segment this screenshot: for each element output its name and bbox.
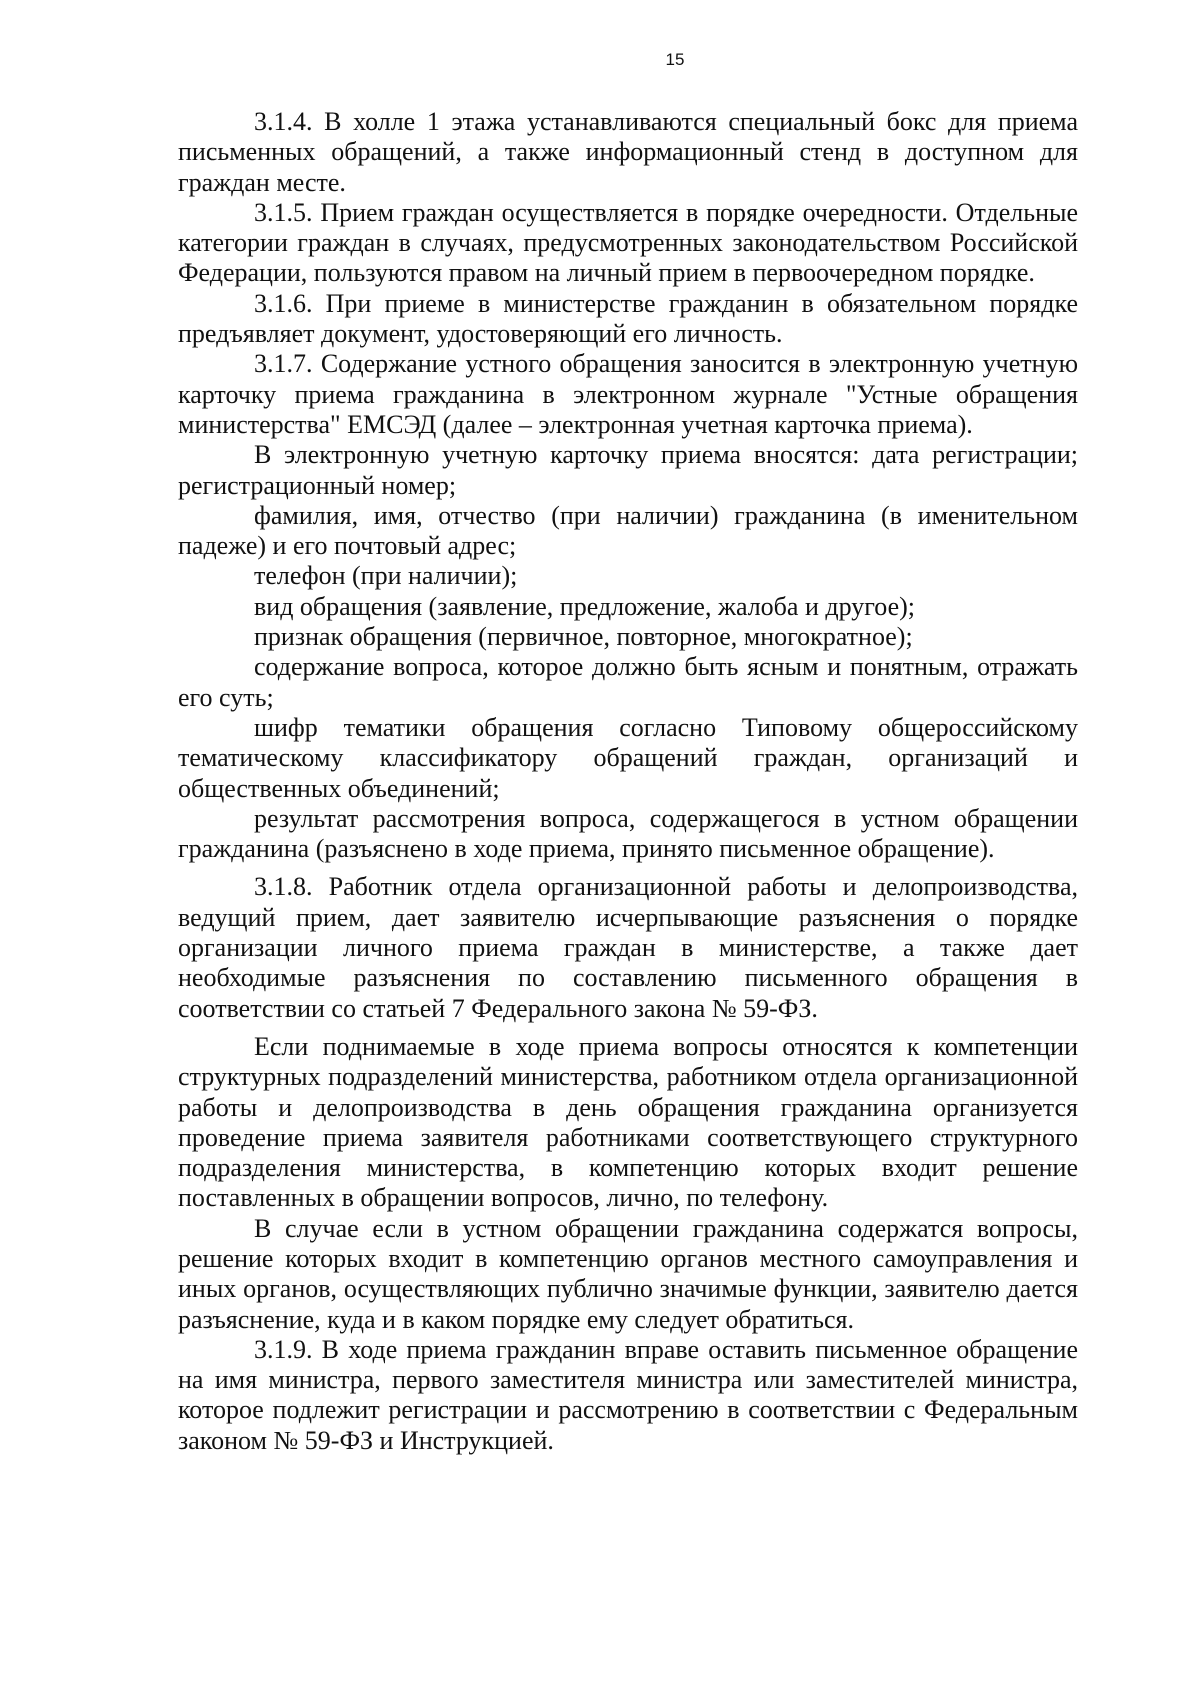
para-3-1-9: 3.1.9. В ходе приема гражданин вправе оставить письменное обращение на имя министра, первого заместителя министра или заместителей министра, которое подлежит регистрации и рассмотрению в соответствии с Федеральным законом № 59-ФЗ и Инструкцией. <box>178 1334 1078 1455</box>
para-card-field-sign: признак обращения (первичное, повторное, многократное); <box>254 622 913 652</box>
para-card-field-name: фамилия, имя, отчество (при наличии) гражданина (в именительном падеже) и его почтовый адрес; <box>178 500 1078 561</box>
para-3-1-5: 3.1.5. Прием граждан осуществляется в порядке очередности. Отдельные категории граждан в случаях, предусмотренных законодательством Российской Федерации, пользуются правом на личный прием в первоочередном порядке. <box>178 197 1078 288</box>
para-3-1-6: 3.1.6. При приеме в министерстве гражданин в обязательном порядке предъявляет документ, удостоверяющий его личность. <box>178 288 1078 349</box>
para-card-field-result: результат рассмотрения вопроса, содержащегося в устном обращении гражданина (разъяснено в ходе приема, принято письменное обращение). <box>178 803 1078 864</box>
para-card-fields-intro: В электронную учетную карточку приема вносятся: дата регистрации; регистрационный номер; <box>178 440 1078 500</box>
para-card-field-content: содержание вопроса, которое должно быть ясным и понятным, отражать его суть; <box>178 652 1078 712</box>
para-competence-structural: Если поднимаемые в ходе приема вопросы относятся к компетенции структурных подразделений министерства, работником отдела организационной работы и делопроизводства в день обращения гражданина организуется проведение приема заявителя работниками соответствующего структурного подразделения министерства, в компетенцию которых входит решение поставленных в обращении вопросов, лично, по телефону. <box>178 1031 1078 1213</box>
para-card-field-code: шифр тематики обращения согласно Типовому общероссийскому тематическому классификатору обращений граждан, организаций и общественных объединений; <box>178 712 1078 803</box>
para-3-1-7: 3.1.7. Содержание устного обращения заносится в электронную учетную карточку приема гражданина в электронном журнале "Устные обращения министерства" ЕМСЭД (далее – электронная учетная карточка приема). <box>178 349 1078 439</box>
para-competence-local: В случае если в устном обращении гражданина содержатся вопросы, решение которых входит в компетенцию органов местного самоуправления и иных органов, осуществляющих публично значимые функции, заявителю дается разъяснение, куда и в каком порядке ему следует обратиться. <box>178 1213 1078 1334</box>
page-number: 15 <box>665 50 685 69</box>
para-3-1-4: 3.1.4. В холле 1 этажа устанавливаются специальный бокс для приема письменных обращений, а также информационный стенд в доступном для граждан месте. <box>178 107 1078 197</box>
para-card-field-phone: телефон (при наличии); <box>254 561 518 591</box>
para-card-field-type: вид обращения (заявление, предложение, жалоба и другое); <box>254 591 916 621</box>
para-3-1-8: 3.1.8. Работник отдела организационной работы и делопроизводства, ведущий прием, дает заявителю исчерпывающие разъяснения о порядке организации личного приема граждан в министерстве, а также дает необходимые разъяснения по составлению письменного обращения в соответствии со статьей 7 Федерального закона № 59-ФЗ. <box>178 872 1078 1023</box>
document-body <box>178 107 1078 1456</box>
